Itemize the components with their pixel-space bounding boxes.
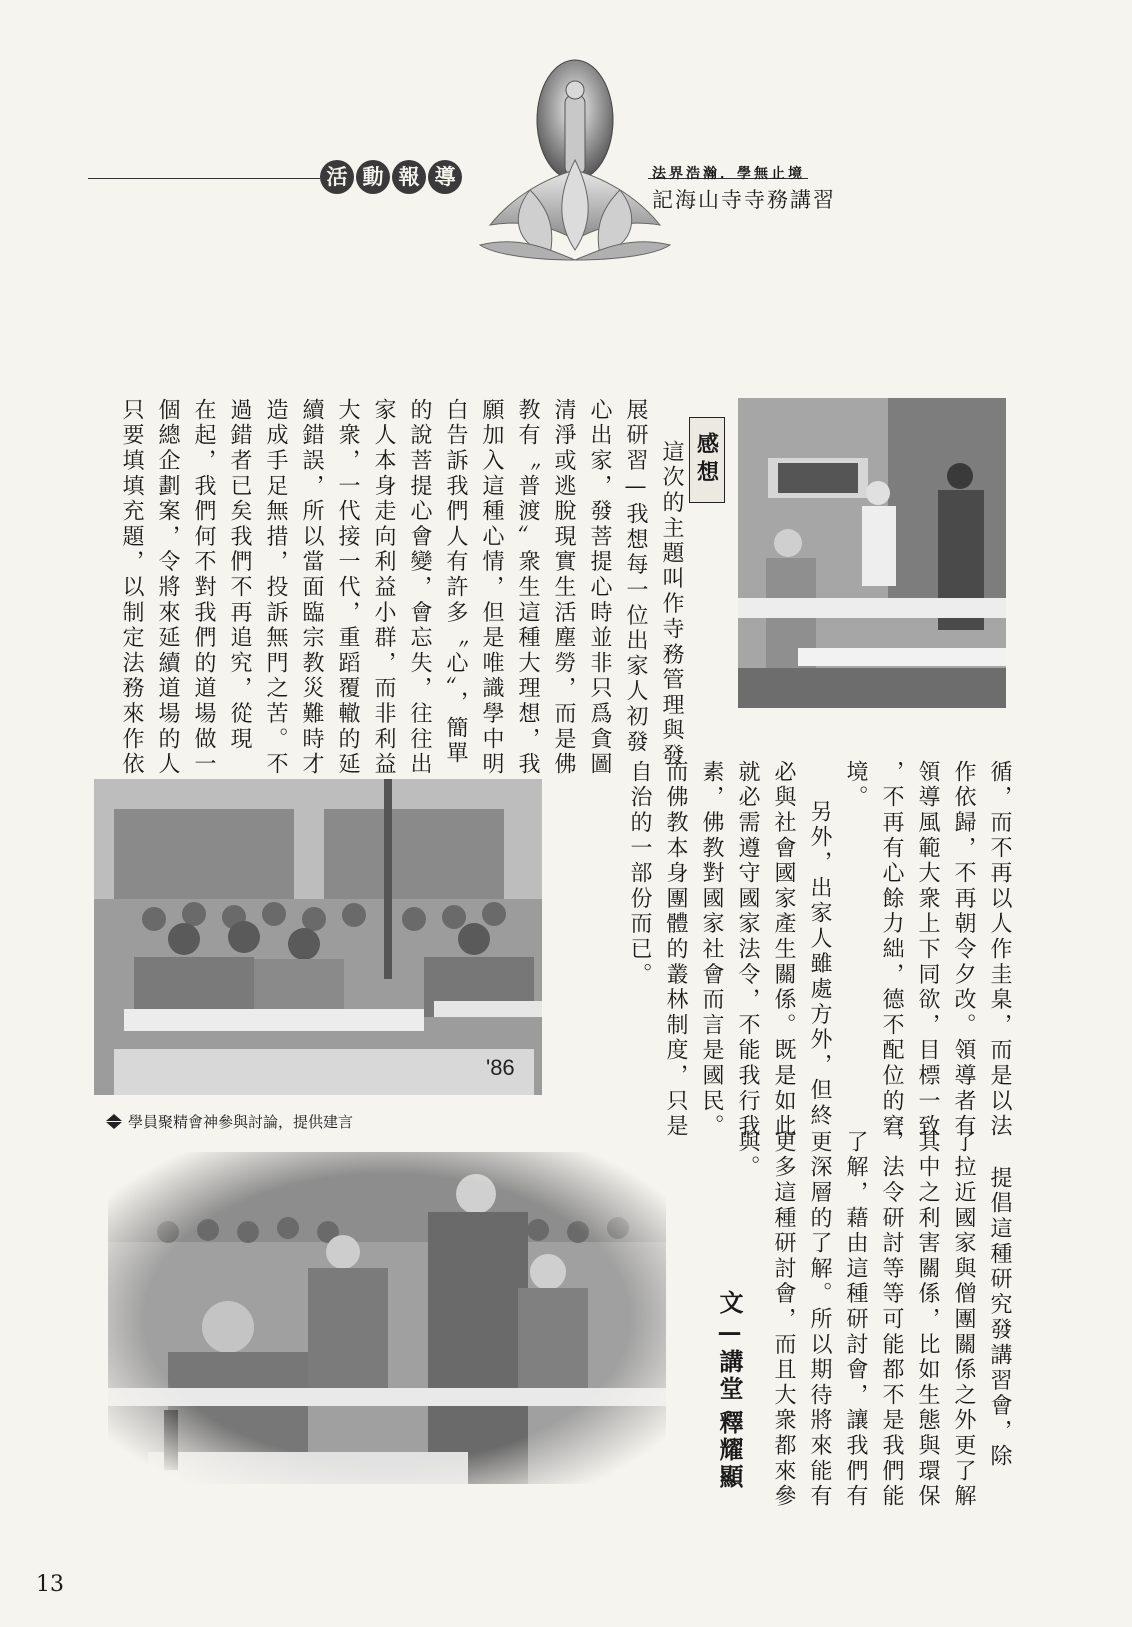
photo-standing-participant xyxy=(108,1152,666,1484)
right-article-col-3: 領導風範大衆上下同欲，目標一致 xyxy=(915,760,940,1140)
right-article-b-col-6: 更深層的了解。所以期待將來能有 xyxy=(807,1130,832,1510)
section-seal-char: 導 xyxy=(428,160,462,194)
section-seal-char: 動 xyxy=(356,160,390,194)
right-article-b-col-1: 提倡這種研究發講習會，除 xyxy=(987,1166,1012,1470)
right-article-col-6: 另外，出家人雖處方外，但終 xyxy=(807,800,832,1129)
author-label: 文—講堂 xyxy=(715,1290,744,1403)
page-number: 13 xyxy=(36,1572,64,1597)
photo-caption-text: 學員聚精會神參與討論，提供建言 xyxy=(128,1113,354,1131)
photo-date-stamp: '86 xyxy=(486,1055,515,1080)
left-article-col-7: 白告訴我們人有許多〝心〞，簡單 xyxy=(443,398,468,767)
left-article-col-5: 教有〝普渡〞衆生這種大理想，我 xyxy=(515,398,540,778)
photo-speaker-seminar xyxy=(738,398,1006,708)
left-article-col-4: 清淨或逃脫現實生活塵勞，而是佛 xyxy=(551,398,576,778)
author-name: 釋耀顯 xyxy=(715,1410,744,1491)
left-article-col-11: 續錯誤，所以當面臨宗教災難時才 xyxy=(299,398,324,778)
left-article-col-15: 個總企劃案，令將來延續道場的人 xyxy=(155,398,180,778)
photo-caption xyxy=(106,1111,353,1132)
right-article-b-col-7: 更多這種研討會，而且大衆都來參 xyxy=(771,1130,796,1510)
header-series-line: 法界浩瀚．學無止境 xyxy=(652,166,805,182)
left-article-col-9: 家人本身走向利益小群，而非利益 xyxy=(371,398,396,778)
left-article-col-10: 大衆，一代接一代，重蹈覆轍的延 xyxy=(335,398,360,778)
right-article-col-8: 就必需遵守國家法令，不能我行我 xyxy=(735,760,760,1140)
right-article-b-col-3: 其中之利害關係，比如生態與環保 xyxy=(915,1130,940,1510)
article-title: 記海山寺寺務講習 xyxy=(652,188,836,212)
section-seal-group xyxy=(320,160,462,194)
right-article-b-col-4: ，法令研討等等可能都不是我們能 xyxy=(879,1130,904,1510)
section-seal-char: 報 xyxy=(392,160,426,194)
left-article-col-12: 造成手足無措，投訴無門之苦。不 xyxy=(263,398,288,778)
right-article-col-5: 境。 xyxy=(843,760,868,811)
section-seal-char: 活 xyxy=(320,160,354,194)
right-article-b-col-2: 了拉近國家與僧團關係之外更了解 xyxy=(951,1130,976,1510)
right-article-col-7: 必與社會國家產生關係。既是如此 xyxy=(771,760,796,1140)
right-article-col-1: 循，而不再以人作圭臬，而是以法 xyxy=(987,760,1012,1140)
left-article-col-6: 願加入這種心情，但是唯識學中明 xyxy=(479,398,504,778)
right-article-col-10: 而佛教本身團體的叢林制度，只是 xyxy=(663,760,688,1140)
header-rule-left xyxy=(88,178,320,179)
right-article-col-4: ，不再有心餘力絀，德不配位的窘 xyxy=(879,760,904,1140)
photo-attendees-classroom xyxy=(94,779,542,1095)
right-article-b-col-5: 了解，藉由這種研討會，讓我們有 xyxy=(843,1130,868,1510)
up-down-arrows-icon xyxy=(106,1114,122,1129)
left-article-col-3: 心出家，發菩提心時並非只爲貪圖 xyxy=(587,398,612,778)
right-article-col-11: 自治的一部份而已。 xyxy=(627,760,652,988)
right-article-col-2: 作依歸，不再朝令夕改。領導者有 xyxy=(951,760,976,1140)
right-article-col-9: 素，佛教對國家社會而言是國民。 xyxy=(699,760,724,1140)
left-article-col-16: 只要填填充題，以制定法務來作依 xyxy=(119,398,144,778)
section-heading: 感想 xyxy=(689,417,725,503)
left-article-col-2: 展研習—我想每一位出家人初發 xyxy=(623,398,648,756)
left-article-col-13: 過錯者已矣我們不再追究，從現 xyxy=(227,398,252,753)
left-article-col-1: 這次的主題叫作寺務管理與發 xyxy=(659,440,684,769)
lotus-buddha-emblem xyxy=(470,50,680,270)
left-article-col-14: 在起，我們何不對我們的道場做一 xyxy=(191,398,216,778)
left-article-col-8: 的說菩提心會變，會忘失，往往出 xyxy=(407,398,432,778)
right-article-b-col-8: 與。 xyxy=(735,1130,760,1181)
